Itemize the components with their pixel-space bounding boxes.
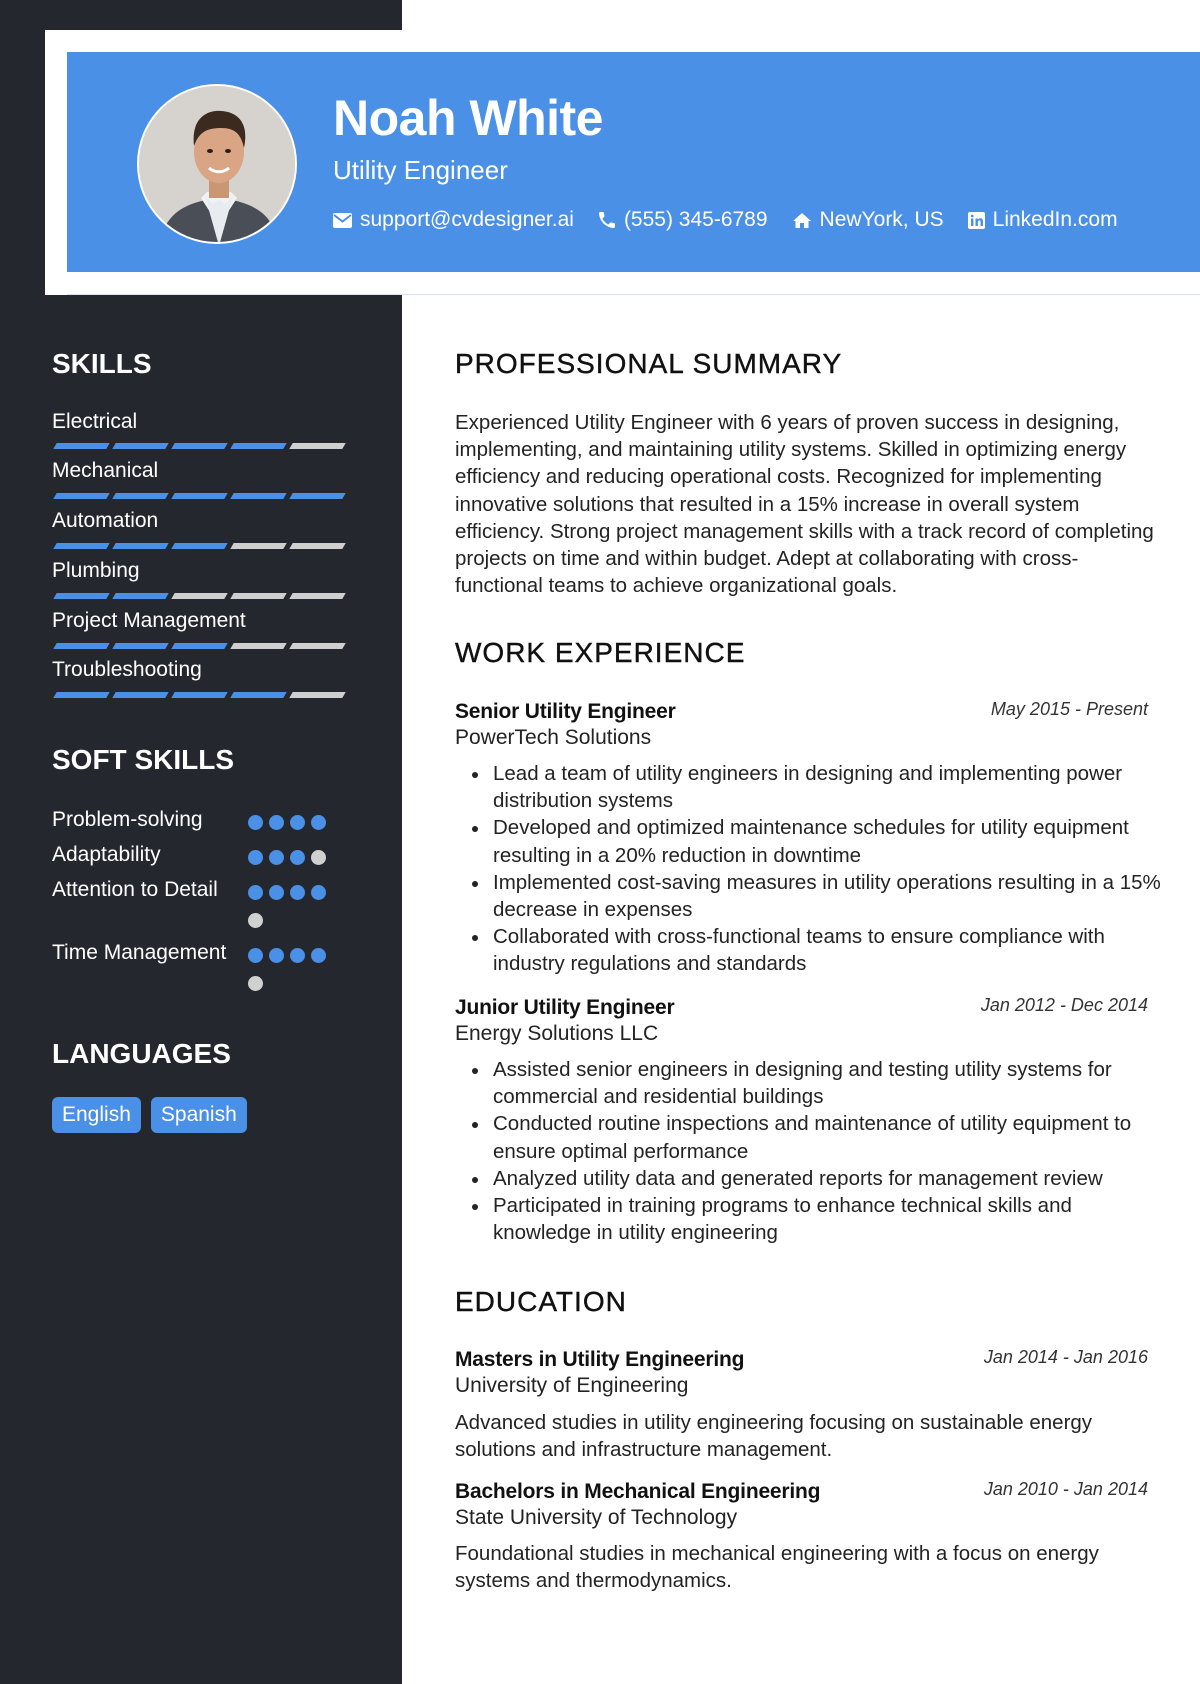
job-bullets [455, 1056, 1170, 1246]
skill-bar [55, 643, 350, 649]
rating-dot [269, 948, 284, 963]
candidate-name: Noah White [333, 90, 603, 146]
education-dates: Jan 2014 - Jan 2016 [983, 1347, 1148, 1367]
company-name: Energy Solutions LLC [455, 1022, 659, 1045]
rating-dot [248, 948, 263, 963]
skill-level-segment [289, 643, 345, 649]
skill-name: Automation [52, 509, 159, 532]
skill-name: Mechanical [52, 459, 159, 482]
rating-dot [269, 885, 284, 900]
education-description: Advanced studies in utility engineering focusing on sustainable energy solutions and infrastructure management. [455, 1411, 1093, 1462]
rating-dot [248, 850, 263, 865]
contact-linkedin[interactable] [968, 208, 1118, 232]
skill-level-segment [289, 692, 345, 698]
skill-level-segment [171, 543, 227, 549]
skill-level-segment [53, 643, 109, 649]
school-name: State University of Technology [455, 1506, 738, 1529]
soft-skill-name: Adaptability [52, 843, 161, 866]
language-list [52, 1097, 257, 1133]
skill-level-segment [53, 692, 109, 698]
language-tag: Spanish [151, 1097, 247, 1133]
job-title: Junior Utility Engineer [455, 996, 675, 1019]
contact-location-text: NewYork, US [819, 208, 944, 231]
contact-linkedin-text: LinkedIn.com [992, 208, 1118, 231]
soft-skill-name: Attention to Detail [52, 878, 218, 901]
company-name: PowerTech Solutions [455, 726, 652, 749]
rating-dot [269, 815, 284, 830]
rating-dot [248, 976, 263, 991]
skill-level-segment [230, 493, 286, 499]
skill-level-segment [171, 443, 227, 449]
contact-phone-text: (555) 345-6789 [623, 208, 768, 231]
job-bullets [455, 760, 1170, 978]
list-item: Assisted senior engineers in designing and testing utility systems for commercial and residential buildings [455, 1056, 1170, 1110]
summary-text: Experienced Utility Engineer with 6 years of proven success in designing, implementing, and maintaining utility systems. Skilled in optimizing energy efficiency and reducing operational costs. Recognized for implementing innovative solutions that resulted in a 15% increase in overall system efficiency. Strong project management skills with a track record of completing projects on time and within budget. Adept at collaborating with cross-functional teams to achieve organizational goals. [455, 411, 1154, 598]
rating-dot [311, 948, 326, 963]
skill-name: Project Management [52, 609, 246, 632]
education-description: Foundational studies in mechanical engineering with a focus on energy systems and thermodynamics. [455, 1542, 1099, 1593]
job-dates: Jan 2012 - Dec 2014 [980, 995, 1148, 1015]
soft-skill-name: Problem-solving [52, 808, 203, 831]
skill-level-segment [171, 493, 227, 499]
skill-bar [55, 443, 350, 449]
list-item: Conducted routine inspections and maintenance of utility equipment to ensure optimal performance [455, 1110, 1170, 1164]
education-dates: Jan 2010 - Jan 2014 [983, 1479, 1148, 1499]
soft-skill-name: Time Management [52, 941, 227, 964]
list-item: Collaborated with cross-functional teams to ensure compliance with industry regulations and standards [455, 923, 1170, 977]
skills-heading: SKILLS [52, 348, 152, 379]
skill-name: Troubleshooting [52, 658, 202, 681]
skill-bar [55, 493, 350, 499]
skill-level-segment [112, 443, 168, 449]
skill-level-segment [112, 543, 168, 549]
skill-level-segment [53, 593, 109, 599]
contact-location[interactable] [792, 208, 944, 232]
skill-level-segment [230, 543, 286, 549]
list-item: Analyzed utility data and generated reports for management review [455, 1165, 1170, 1192]
contact-email-text: support@cvdesigner.ai [360, 208, 574, 231]
skill-level-segment [289, 543, 345, 549]
degree-title: Masters in Utility Engineering [455, 1348, 745, 1371]
candidate-title: Utility Engineer [333, 155, 508, 185]
contact-phone[interactable] [598, 208, 768, 232]
languages-heading: LANGUAGES [52, 1038, 231, 1069]
school-name: University of Engineering [455, 1374, 689, 1397]
rating-dot [248, 815, 263, 830]
header-divider [67, 294, 1200, 295]
skill-level-segment [112, 692, 168, 698]
skill-level-segment [171, 692, 227, 698]
list-item: Participated in training programs to enhance technical skills and knowledge in utility engineering [455, 1192, 1170, 1246]
language-tag: English [52, 1097, 141, 1133]
rating-dot [290, 885, 305, 900]
skill-level-segment [112, 593, 168, 599]
list-item: Lead a team of utility engineers in designing and implementing power distribution systems [455, 760, 1170, 814]
home-icon [792, 212, 812, 229]
degree-title: Bachelors in Mechanical Engineering [455, 1480, 821, 1503]
skill-level-segment [53, 543, 109, 549]
rating-dot [290, 948, 305, 963]
skill-level-segment [53, 493, 109, 499]
skill-name: Electrical [52, 410, 138, 433]
skill-level-segment [230, 692, 286, 698]
education-heading: EDUCATION [455, 1286, 627, 1317]
summary-heading: PROFESSIONAL SUMMARY [455, 348, 843, 379]
soft-skills-heading: SOFT SKILLS [52, 744, 234, 775]
job-dates: May 2015 - Present [990, 699, 1148, 719]
rating-dot [290, 850, 305, 865]
skill-level-segment [289, 493, 345, 499]
rating-dot [290, 815, 305, 830]
list-item: Developed and optimized maintenance schedules for utility equipment resulting in a 20% reduction in downtime [455, 814, 1170, 868]
linkedin-icon [968, 212, 985, 229]
rating-dot [248, 885, 263, 900]
rating-dot [248, 913, 263, 928]
skill-level-segment [289, 443, 345, 449]
skill-level-segment [230, 593, 286, 599]
contact-bar [333, 205, 1142, 235]
skill-bar [55, 692, 350, 698]
job-title: Senior Utility Engineer [455, 700, 676, 723]
skill-level-segment [230, 443, 286, 449]
skill-level-segment [171, 593, 227, 599]
skill-bar [55, 543, 350, 549]
list-item: Implemented cost-saving measures in utility operations resulting in a 15% decrease in expenses [455, 869, 1170, 923]
contact-email[interactable] [333, 208, 574, 232]
skill-level-segment [230, 643, 286, 649]
experience-heading: WORK EXPERIENCE [455, 637, 746, 668]
skill-name: Plumbing [52, 559, 140, 582]
rating-dot [311, 815, 326, 830]
skill-level-segment [112, 493, 168, 499]
skill-bar [55, 593, 350, 599]
avatar [137, 84, 297, 244]
skill-level-segment [171, 643, 227, 649]
rating-dot [269, 850, 284, 865]
skill-level-segment [112, 643, 168, 649]
skill-level-segment [53, 443, 109, 449]
rating-dot [311, 850, 326, 865]
skill-level-segment [289, 593, 345, 599]
phone-icon [598, 211, 616, 229]
envelope-icon [333, 213, 352, 228]
rating-dot [311, 885, 326, 900]
